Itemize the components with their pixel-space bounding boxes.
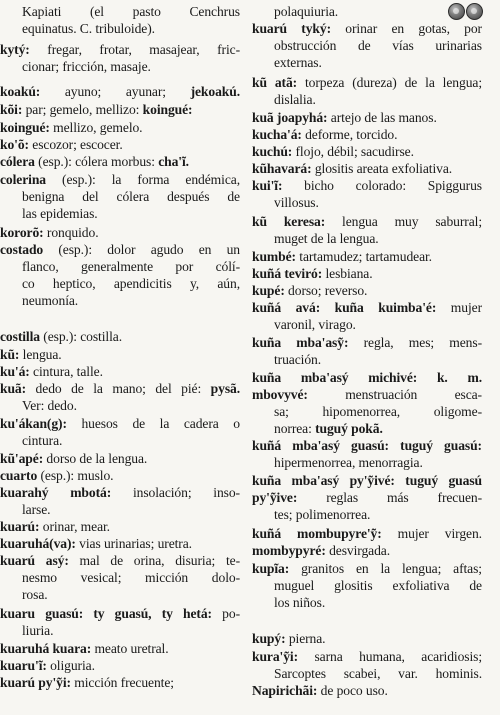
- dictionary-entry: [0, 674, 240, 691]
- dictionary-entry: [252, 525, 482, 559]
- dictionary-entry: [0, 171, 240, 222]
- definition-text: Ver: dedo.: [22, 398, 77, 413]
- headword: kuarú py'ỹi:: [0, 675, 71, 690]
- definition-text: muget de la lengua.: [274, 231, 379, 246]
- definition-text: (esp.): costilla.: [39, 329, 122, 344]
- dictionary-entry: [0, 41, 240, 75]
- definition-text: villosus.: [274, 195, 319, 210]
- dictionary-entry: [0, 415, 240, 449]
- headword: kucha'á:: [252, 127, 302, 142]
- headword: mbovyvé:: [252, 387, 308, 402]
- definition-text: oliguria.: [46, 658, 95, 673]
- dictionary-entry: [252, 472, 482, 523]
- headword: kuña mba'asý py'ỹivé: tuguý guasú: [252, 473, 482, 488]
- dictionary-entry: [0, 657, 240, 674]
- headword: kupé:: [252, 283, 285, 298]
- definition-text: granitos en la lengua; aftas;: [289, 561, 482, 576]
- dictionary-entry: [252, 74, 482, 108]
- headword: Napirichãi:: [252, 683, 318, 698]
- headword: costado: [0, 242, 44, 257]
- cross-reference: cha'ĩ.: [158, 154, 189, 169]
- headword: kuarú asý:: [0, 553, 69, 568]
- definition-text: bicho colorado: Spiggurus: [282, 178, 482, 193]
- cross-reference: tuguý pokã.: [315, 421, 383, 436]
- headword: ku'ákan(g):: [0, 416, 67, 431]
- headword: cuarto: [0, 468, 38, 483]
- dictionary-entry: [252, 299, 482, 333]
- definition-text: dislalia.: [274, 92, 316, 107]
- dictionary-entry: [0, 153, 240, 170]
- definition-text: sa; hipomenorrea, oligome-: [274, 404, 482, 419]
- dictionary-entry: [252, 630, 482, 647]
- dictionary-entry: [0, 535, 240, 552]
- definition-text: (esp.): la forma endémica,: [46, 172, 240, 187]
- headword: kũ:: [0, 347, 20, 362]
- definition-text: larse.: [22, 502, 51, 517]
- dictionary-entry: [0, 328, 240, 345]
- definition-text: flanco, generalmente por cólí-: [22, 259, 240, 274]
- definition-text: (esp.): cólera morbus:: [34, 154, 159, 169]
- definition-text: torpeza (dureza) de la lengua;: [297, 75, 482, 90]
- definition-text: micción frecuente;: [70, 675, 174, 690]
- dictionary-entry: [252, 143, 482, 160]
- dictionary-entry: [0, 484, 240, 518]
- definition-text: liuria.: [22, 623, 54, 638]
- headword: ko'õ:: [0, 137, 29, 152]
- definition-text: neumonía.: [22, 293, 79, 308]
- definition-text: sarna humana, acaridiosis;: [298, 649, 482, 664]
- dictionary-entry: [252, 334, 482, 368]
- cross-reference: koingué:: [142, 102, 193, 117]
- dictionary-entry: [252, 177, 482, 211]
- definition-text: mellizo, gemelo.: [49, 120, 143, 135]
- definition-text: glositis areata exfoliativa.: [311, 161, 453, 176]
- headword: kuã joapyhá:: [252, 110, 328, 125]
- headword: kui'ĩ:: [252, 178, 283, 193]
- headword: kuaru'ĩ:: [0, 658, 47, 673]
- definition-text: regla, mes; mens-: [348, 335, 482, 350]
- dictionary-entry: [0, 363, 240, 380]
- definition-text: pierna.: [285, 631, 326, 646]
- headword: kuchú:: [252, 144, 293, 159]
- definition-text: (esp.): dolor agudo en un: [43, 242, 240, 257]
- dictionary-entry: [0, 101, 240, 118]
- headword: kura'ỹi:: [252, 649, 299, 664]
- definition-text: co heptico, apendicitis y, aún,: [22, 276, 240, 291]
- definition-text: ayuno; ayunar;: [40, 84, 191, 99]
- definition-text: po-: [211, 606, 240, 621]
- dictionary-entry: [0, 241, 240, 309]
- dictionary-entry: [0, 346, 240, 363]
- headword: kuaru guasú: ty guasú, ty hetá:: [0, 606, 212, 621]
- definition-text: orinar, mear.: [39, 519, 110, 534]
- headword: koakú:: [0, 84, 41, 99]
- dictionary-entry: [0, 552, 240, 603]
- headword: kuaruhá(va):: [0, 536, 76, 551]
- cross-reference: pysã.: [210, 381, 240, 396]
- definition-text: deforme, torcido.: [301, 127, 398, 142]
- definition-text: nesmo vesical; micción dolo-: [22, 570, 240, 585]
- dictionary-entry: [252, 560, 482, 611]
- dictionary-entry: [0, 380, 240, 414]
- definition-text: obstrucción de vías urinarias: [274, 38, 482, 53]
- definition-text: Sarcoptes scabei, var. hominis.: [274, 666, 482, 681]
- headword: kõi:: [0, 102, 23, 117]
- definition-text: cintura, talle.: [29, 364, 103, 379]
- headword: kuaruhá kuara:: [0, 641, 92, 656]
- definition-text: tes; polimenorrea.: [274, 507, 371, 522]
- headword: kupý:: [252, 631, 286, 646]
- dictionary-entry: [0, 518, 240, 535]
- dictionary-entry: [252, 648, 482, 699]
- definition-text: escozor; escocer.: [28, 137, 123, 152]
- dictionary-entry: [252, 213, 482, 247]
- definition-text: dorso de la lengua.: [43, 451, 148, 466]
- headword: kupĩa:: [252, 561, 290, 576]
- dictionary-entry: [252, 265, 482, 282]
- dictionary-entry: [0, 119, 240, 136]
- definition-text: norrea:: [274, 421, 316, 436]
- headword: kuñá mombupyre'ỹ:: [252, 526, 382, 541]
- dictionary-entry: [0, 224, 240, 241]
- definition-text: orinar en gotas, por: [331, 21, 482, 36]
- definition-text: artejo de las manos.: [327, 110, 437, 125]
- definition-text: varonil, virago.: [274, 317, 356, 332]
- headword: costilla: [0, 329, 40, 344]
- headword: kytý:: [0, 42, 30, 57]
- definition-text: mal de orina, disuria; te-: [68, 553, 240, 568]
- dictionary-entry: [0, 640, 240, 657]
- definition-text: de poco uso.: [317, 683, 388, 698]
- dictionary-entry: [252, 160, 482, 177]
- definition-text: (esp.): muslo.: [37, 468, 114, 483]
- definition-text: tartamudez; tartamudear.: [295, 249, 432, 264]
- headword: kũhavará:: [252, 161, 312, 176]
- headword: colerina: [0, 172, 47, 187]
- dictionary-entry: [0, 83, 240, 100]
- definition-text: muguel glositis exfoliativa de: [274, 578, 482, 593]
- definition-text: fregar, frotar, masajear, fric-: [29, 42, 240, 57]
- definition-text: huesos de la cadera o: [66, 416, 240, 431]
- definition-text: reglas más frecuen-: [297, 490, 482, 505]
- dictionary-entry: [252, 126, 482, 143]
- headword: kuña mba'asỹ:: [252, 335, 349, 350]
- headword: cólera: [0, 154, 35, 169]
- headword: kororõ:: [0, 225, 44, 240]
- headword: kuñá mba'asý guasú: tuguý guasú:: [252, 438, 482, 453]
- definition-text: meato uretral.: [91, 641, 169, 656]
- cross-reference: jekoakú.: [190, 84, 240, 99]
- dictionary-entry: [0, 3, 240, 37]
- definition-text: benigna del cólera después de: [22, 189, 240, 204]
- headword: kũ'apé:: [0, 451, 44, 466]
- definition-text: mujer virgen.: [381, 526, 482, 541]
- definition-text: las epidemias.: [22, 206, 98, 221]
- dictionary-entry: [252, 369, 482, 437]
- dictionary-entry: [0, 605, 240, 639]
- definition-text: rosa.: [22, 587, 48, 602]
- definition-text: cionar; fricción, masaje.: [22, 59, 151, 74]
- headword: kuã:: [0, 381, 27, 396]
- definition-text: Kapiati (el pasto Cenchrus: [22, 4, 240, 19]
- dictionary-entry: [252, 3, 482, 20]
- dictionary-entry: [0, 136, 240, 153]
- definition-text: par; gemelo, mellizo:: [22, 102, 143, 117]
- definition-text: dorso; reverso.: [284, 283, 368, 298]
- definition-text: desvirgada.: [325, 543, 390, 558]
- definition-text: vias urinarias; uretra.: [75, 536, 192, 551]
- headword: kũ keresa:: [252, 214, 326, 229]
- definition-text: dedo de la mano; del pié:: [26, 381, 211, 396]
- definition-text: hipermenorrea, menorragia.: [274, 455, 423, 470]
- dictionary-entry: [252, 109, 482, 126]
- headword: koingué:: [0, 120, 50, 135]
- definition-text: mujer: [436, 300, 482, 315]
- headword: kuarú tyký:: [252, 21, 332, 36]
- dictionary-entry: [252, 437, 482, 471]
- definition-text: lengua.: [19, 347, 62, 362]
- definition-text: cintura.: [22, 433, 63, 448]
- dictionary-entry: [0, 450, 240, 467]
- headword: mombypyré:: [252, 543, 326, 558]
- dictionary-entry: [252, 282, 482, 299]
- definition-text: lesbiana.: [322, 266, 373, 281]
- headword: kuñá teviró:: [252, 266, 323, 281]
- definition-text: polaquiuria.: [274, 4, 339, 19]
- definition-text: menstruación esca-: [307, 387, 482, 402]
- definition-text: truación.: [274, 352, 322, 367]
- headword: ku'á:: [0, 364, 30, 379]
- definition-text: equinatus. C. tribuloide).: [22, 21, 155, 36]
- headword: kuarú:: [0, 519, 40, 534]
- definition-text: insolación; inso-: [111, 485, 240, 500]
- headword: kuarahý mbotá:: [0, 485, 112, 500]
- dictionary-entry: [252, 248, 482, 265]
- headword: kũ atã:: [252, 75, 298, 90]
- definition-text: externas.: [274, 55, 322, 70]
- definition-text: los niños.: [274, 595, 326, 610]
- headword: kuñá avá: kuña kuimba'é:: [252, 300, 437, 315]
- headword: kumbé:: [252, 249, 296, 264]
- definition-text: ronquido.: [43, 225, 99, 240]
- definition-text: lengua muy saburral;: [325, 214, 482, 229]
- headword: kuña mba'asý michivé: k. m.: [252, 370, 482, 385]
- definition-text: flojo, débil; sacudirse.: [292, 144, 414, 159]
- dictionary-entry: [0, 467, 240, 484]
- dictionary-entry: [252, 20, 482, 71]
- headword: py'ỹive:: [252, 490, 298, 505]
